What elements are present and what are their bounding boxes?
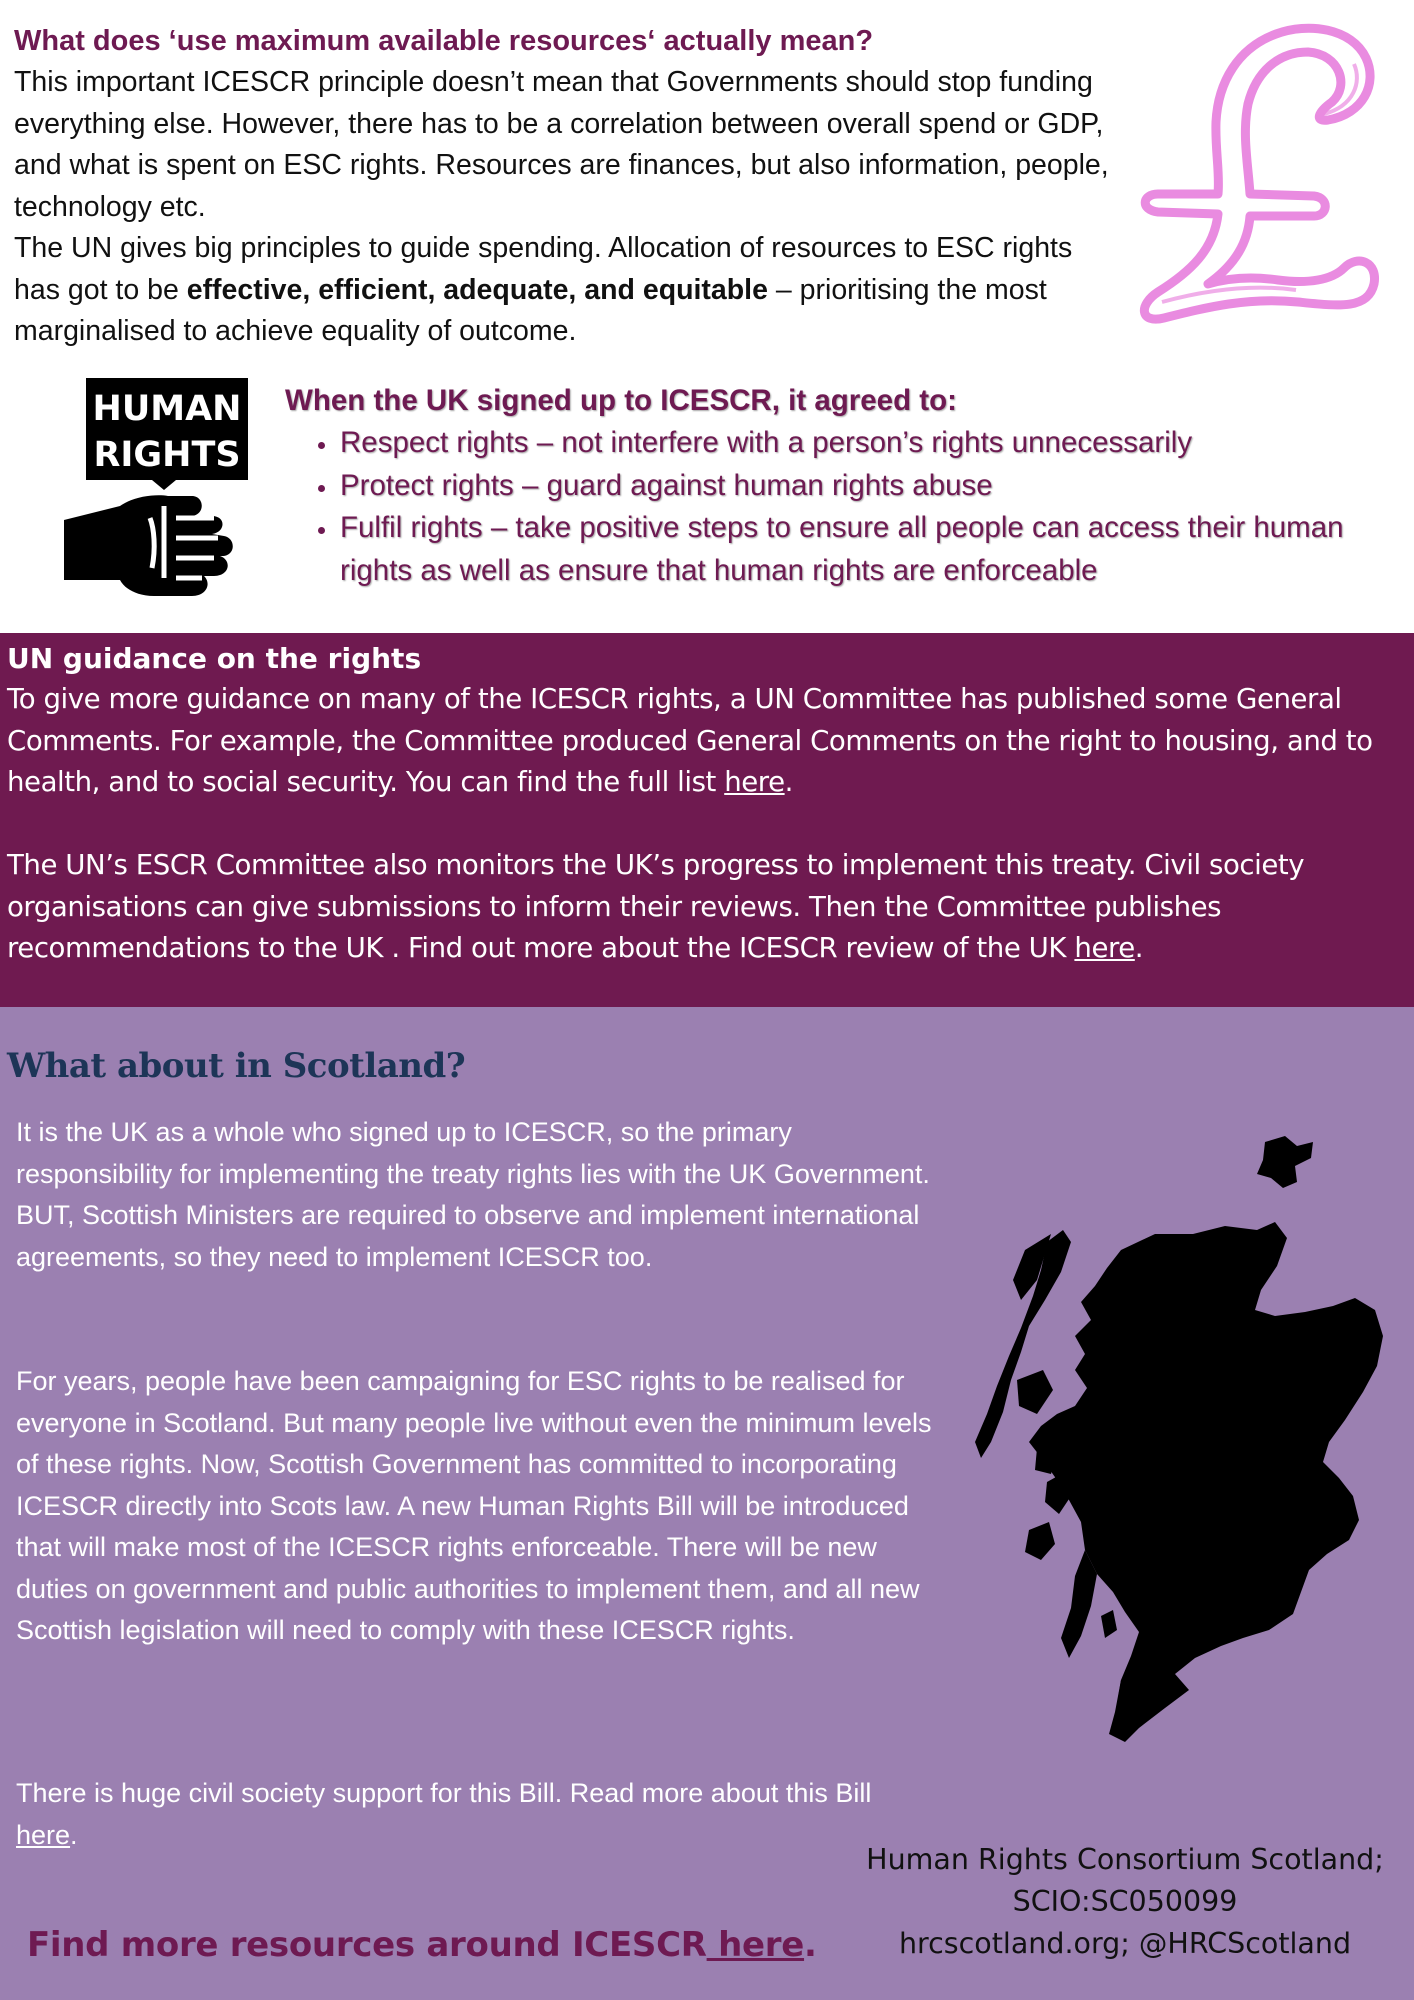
scotland-heading: What about in Scotland?	[7, 1046, 466, 1086]
obligation-protect: • Protect rights – guard against human rights abuse	[338, 465, 1378, 508]
un-guidance-p1-end: .	[784, 765, 793, 798]
un-guidance-section	[0, 633, 1414, 1007]
scotland-paragraph-1: It is the UK as a whole who signed up to ICESCR, so the primary responsibility for implementing the treaty rights lies with the UK Government. BUT, Scottish Ministers are required to observe and implement international agreements, so they need to implement ICESCR too.	[16, 1117, 930, 1272]
resources-paragraph-2	[14, 228, 1094, 353]
un-guidance-p2-end: .	[1134, 931, 1144, 964]
human-rights-bill-link[interactable]: here	[16, 1819, 71, 1850]
scotland-map-icon	[925, 1130, 1395, 1820]
obligations-heading: When the UK signed up to ICESCR, it agreed to:	[285, 384, 957, 417]
organisation-footer	[850, 1839, 1400, 1965]
find-more-resources	[27, 1921, 817, 1969]
charity-number: SCIO:SC050099	[1012, 1885, 1238, 1918]
obligation-fulfil: • Fulfil rights – take positive steps to ensure all people can access their human rights as well as ensure that human rights are enforceable	[338, 507, 1378, 592]
icescr-review-link[interactable]: here	[1074, 931, 1135, 964]
resources-p2-start: The UN gives big principles to guide spending. Allocation of resources to ESC rights has got to be	[14, 232, 1073, 306]
find-more-text: Find more resources around ICESCR	[27, 1925, 707, 1965]
human-rights-icon-text-2: RIGHTS	[93, 435, 241, 475]
obligation-respect: • Respect rights – not interfere with a person’s rights unnecessarily	[338, 422, 1378, 465]
resources-p2-end: – prioritising the most marginalised to achieve equality of outcome.	[14, 273, 1047, 347]
un-guidance-heading: UN guidance on the rights	[7, 642, 422, 675]
un-guidance-p1-text: To give more guidance on many of the ICESCR rights, a UN Committee has published some General Comments. For example, the Committee produced General Comments on the right to housing, and to health, and to social security. You can find the full list	[7, 682, 1373, 798]
scotland-paragraph-3	[16, 1773, 936, 1856]
resources-link[interactable]: here	[706, 1925, 805, 1965]
obligations-list	[306, 422, 1378, 592]
un-guidance-paragraph-1	[7, 678, 1411, 803]
general-comments-link[interactable]: here	[724, 765, 785, 798]
resources-paragraph-1: This important ICESCR principle doesn’t mean that Governments should stop funding everything else. However, there has to be a correlation between overall spend or GDP, and what is spent on ESC rights. Resources are finances, but also information, people, technology etc.	[14, 66, 1109, 223]
human-rights-icon-text-1: HUMAN	[92, 389, 242, 429]
human-rights-fist-icon	[64, 378, 256, 598]
resources-principles-bold: effective, efficient, adequate, and equitable	[186, 273, 768, 306]
un-guidance-p2-text: The UN’s ESCR Committee also monitors the UK’s progress to implement this treaty. Civil society organisations can give submissions to inform their reviews. Then the Committee publishes recommendations to the UK . Find out more about the ICESCR review of the UK	[7, 848, 1305, 964]
resources-heading: What does ‘use maximum available resources‘ actually mean?	[14, 25, 874, 57]
un-guidance-paragraph-2	[7, 844, 1411, 969]
organisation-contact: hrcscotland.org; @HRCScotland	[898, 1927, 1352, 1960]
resources-body	[14, 62, 1124, 353]
pound-sign-icon	[1118, 22, 1382, 332]
scotland-paragraph-2: For years, people have been campaigning for ESC rights to be realised for everyone in Scotland. But many people live without even the minimum levels of these rights. Now, Scottish Government has committed to incorporating ICESCR directly into Scots law. A new Human Rights Bill will be introduced that will make most of the ICESCR rights enforceable. There will be new duties on government and public authorities to implement them, and all new Scottish legislation will need to comply with these ICESCR rights.	[16, 1366, 932, 1645]
organisation-name: Human Rights Consortium Scotland;	[866, 1843, 1384, 1876]
find-more-end: .	[804, 1925, 817, 1965]
scotland-p3-end: .	[70, 1819, 78, 1850]
scotland-p3-text: There is huge civil society support for this Bill. Read more about this Bill	[16, 1778, 872, 1808]
